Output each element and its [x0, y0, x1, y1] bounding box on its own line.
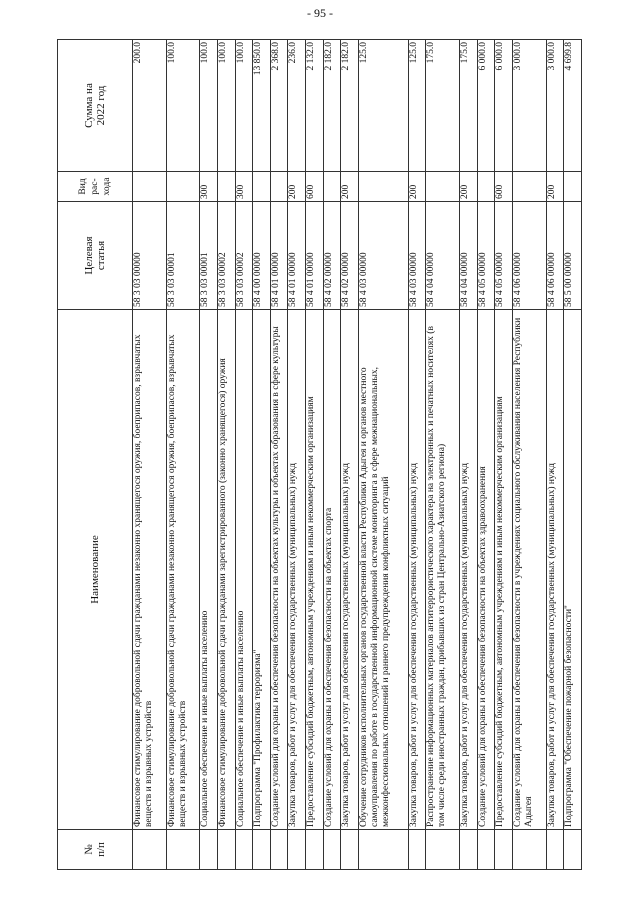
row-name-cell: Создание условий для охраны и обеспечения безопасности на объектах культуры и объектах образования в сфере культуры: [270, 310, 288, 830]
table-row: [426, 40, 460, 870]
row-number-cell: [235, 830, 253, 870]
row-name-cell: Создание условий для охраны и обеспечения безопасности на объектах спорта: [323, 310, 341, 830]
row-expense-type-cell: [426, 172, 460, 202]
row-expense-type-cell: [477, 172, 495, 202]
row-sum-cell: 200.0: [133, 40, 167, 172]
row-expense-type-cell: 300: [200, 172, 218, 202]
row-target-article-cell: 58 4 05 00000: [477, 202, 495, 310]
table-row: [200, 40, 218, 870]
table-header-row: [58, 40, 133, 870]
row-sum-cell: 236.0: [288, 40, 306, 172]
budget-table: [57, 39, 582, 870]
header-number: № п/п: [58, 830, 133, 870]
row-number-cell: [546, 830, 564, 870]
row-expense-type-cell: 600: [306, 172, 324, 202]
row-sum-cell: 100.0: [200, 40, 218, 172]
row-name-cell: Закупка товаров, работ и услуг для обеспечения государственных (муниципальных) нужд: [546, 310, 564, 830]
table-row: [341, 40, 359, 870]
row-sum-cell: 125.0: [408, 40, 426, 172]
row-number-cell: [253, 830, 271, 870]
row-expense-type-cell: [270, 172, 288, 202]
row-target-article-cell: 58 4 03 00000: [358, 202, 408, 310]
table-row: [495, 40, 513, 870]
row-sum-cell: 125.0: [358, 40, 408, 172]
row-target-article-cell: 58 4 02 00000: [323, 202, 341, 310]
table-body: [133, 40, 582, 870]
table-row: [512, 40, 546, 870]
row-name-cell: Финансовое стимулирование добровольной сдачи гражданами зарегистрированного (законно хранящегося) оружия: [218, 310, 236, 830]
row-expense-type-cell: [166, 172, 200, 202]
header-sum-2022: Сумма на 2022 год: [58, 40, 133, 172]
row-name-cell: Закупка товаров, работ и услуг для обеспечения государственных (муниципальных) нужд: [408, 310, 426, 830]
header-target-article: Целевая статья: [58, 202, 133, 310]
row-target-article-cell: 58 3 03 00001: [200, 202, 218, 310]
row-name-cell: Подпрограмма "Профилактика терроризма": [253, 310, 271, 830]
table-row: [133, 40, 167, 870]
row-name-cell: Финансовое стимулирование добровольной сдачи гражданами незаконно хранящегося оружия, боеприпасов, взрывчатых веществ и взрывных устройств: [166, 310, 200, 830]
row-number-cell: [323, 830, 341, 870]
table-row: [218, 40, 236, 870]
row-target-article-cell: 58 4 01 00000: [270, 202, 288, 310]
table-row: [166, 40, 200, 870]
header-expense-type: Вид рас- хода: [58, 172, 133, 202]
row-expense-type-cell: [323, 172, 341, 202]
row-number-cell: [341, 830, 359, 870]
table-row: [288, 40, 306, 870]
row-sum-cell: 2 132.0: [306, 40, 324, 172]
row-name-cell: Предоставление субсидий бюджетным, автономным учреждениям и иным некоммерческим организациям: [495, 310, 513, 830]
table-row: [306, 40, 324, 870]
row-expense-type-cell: [218, 172, 236, 202]
row-name-cell: Социальное обеспечение и иные выплаты населению: [235, 310, 253, 830]
row-target-article-cell: 58 4 04 00000: [460, 202, 478, 310]
row-number-cell: [270, 830, 288, 870]
row-name-cell: Предоставление субсидий бюджетным, автономным учреждениям и иным некоммерческим организациям: [306, 310, 324, 830]
row-sum-cell: 100.0: [166, 40, 200, 172]
row-target-article-cell: 58 3 03 00002: [218, 202, 236, 310]
row-sum-cell: 13 850.0: [253, 40, 271, 172]
row-expense-type-cell: 300: [235, 172, 253, 202]
page-number: - 95 -: [307, 6, 333, 20]
row-sum-cell: 3 000.0: [546, 40, 564, 172]
row-sum-cell: 175.0: [460, 40, 478, 172]
row-sum-cell: 2 182.0: [323, 40, 341, 172]
row-sum-cell: 6 000.0: [477, 40, 495, 172]
row-name-cell: Закупка товаров, работ и услуг для обеспечения государственных (муниципальных) нужд: [341, 310, 359, 830]
row-sum-cell: 2 368.0: [270, 40, 288, 172]
header-name: Наименование: [58, 310, 133, 830]
row-name-cell: Закупка товаров, работ и услуг для обеспечения государственных (муниципальных) нужд: [288, 310, 306, 830]
table-row: [460, 40, 478, 870]
row-name-cell: Подпрограмма "Обеспечение пожарной безопасности": [564, 310, 582, 830]
table-row: [408, 40, 426, 870]
row-expense-type-cell: 200: [460, 172, 478, 202]
row-target-article-cell: 58 4 05 00000: [495, 202, 513, 310]
row-target-article-cell: 58 3 03 00002: [235, 202, 253, 310]
row-sum-cell: 100.0: [235, 40, 253, 172]
row-target-article-cell: 58 4 06 00000: [546, 202, 564, 310]
row-target-article-cell: 58 3 03 00000: [133, 202, 167, 310]
row-expense-type-cell: 600: [495, 172, 513, 202]
row-number-cell: [200, 830, 218, 870]
row-name-cell: Распространение информационных материалов антитеррористического характера на электронных и печатных носителях (в том числе среди иностранных граждан, прибывших из стран Центрально-Азиатского региона): [426, 310, 460, 830]
row-number-cell: [408, 830, 426, 870]
table-row: [477, 40, 495, 870]
row-target-article-cell: 58 4 01 00000: [306, 202, 324, 310]
row-name-cell: Обучение сотрудников исполнительных органов государственной власти Республики Адыгея и органов местного самоуправления по работе в государственной информационной системе мониторинга в сфере межнациональных, межконфессиональных отношений и раннего предупреждения конфликтных ситуаций: [358, 310, 408, 830]
row-target-article-cell: 58 4 03 00000: [408, 202, 426, 310]
table-row: [253, 40, 271, 870]
table-row: [358, 40, 408, 870]
row-sum-cell: 100.0: [218, 40, 236, 172]
row-name-cell: Социальное обеспечение и иные выплаты населению: [200, 310, 218, 830]
row-target-article-cell: 58 4 04 00000: [426, 202, 460, 310]
row-sum-cell: 175.0: [426, 40, 460, 172]
row-sum-cell: 4 699.8: [564, 40, 582, 172]
table-row: [323, 40, 341, 870]
row-number-cell: [460, 830, 478, 870]
row-sum-cell: 3 000.0: [512, 40, 546, 172]
row-expense-type-cell: 200: [408, 172, 426, 202]
row-number-cell: [166, 830, 200, 870]
row-sum-cell: 2 182.0: [341, 40, 359, 172]
row-name-cell: Закупка товаров, работ и услуг для обеспечения государственных (муниципальных) нужд: [460, 310, 478, 830]
row-expense-type-cell: [133, 172, 167, 202]
table-row: [270, 40, 288, 870]
row-target-article-cell: 58 4 06 00000: [512, 202, 546, 310]
table-row: [564, 40, 582, 870]
row-expense-type-cell: 200: [288, 172, 306, 202]
row-number-cell: [495, 830, 513, 870]
row-number-cell: [564, 830, 582, 870]
row-target-article-cell: 58 4 01 00000: [288, 202, 306, 310]
row-number-cell: [288, 830, 306, 870]
row-expense-type-cell: [512, 172, 546, 202]
row-name-cell: Создание условий для охраны и обеспечения безопасности на объектах здравоохранения: [477, 310, 495, 830]
row-expense-type-cell: [253, 172, 271, 202]
row-number-cell: [306, 830, 324, 870]
row-expense-type-cell: 200: [546, 172, 564, 202]
table-row: [546, 40, 564, 870]
row-number-cell: [133, 830, 167, 870]
table-row: [235, 40, 253, 870]
row-sum-cell: 6 000.0: [495, 40, 513, 172]
row-expense-type-cell: [564, 172, 582, 202]
row-number-cell: [477, 830, 495, 870]
row-expense-type-cell: 200: [341, 172, 359, 202]
row-number-cell: [218, 830, 236, 870]
row-number-cell: [358, 830, 408, 870]
row-target-article-cell: 58 3 03 00001: [166, 202, 200, 310]
row-expense-type-cell: [358, 172, 408, 202]
row-name-cell: Создание условий для охраны и обеспечения безопасности в учреждениях социального обслуживания населения Республики Адыгея: [512, 310, 546, 830]
row-name-cell: Финансовое стимулирование добровольной сдачи гражданами незаконно хранящегося оружия, боеприпасов, взрывчатых веществ и взрывных устройств: [133, 310, 167, 830]
row-number-cell: [426, 830, 460, 870]
row-target-article-cell: 58 5 00 00000: [564, 202, 582, 310]
row-number-cell: [512, 830, 546, 870]
row-target-article-cell: 58 4 02 00000: [341, 202, 359, 310]
rotated-budget-table: [57, 40, 582, 870]
row-target-article-cell: 58 4 00 00000: [253, 202, 271, 310]
